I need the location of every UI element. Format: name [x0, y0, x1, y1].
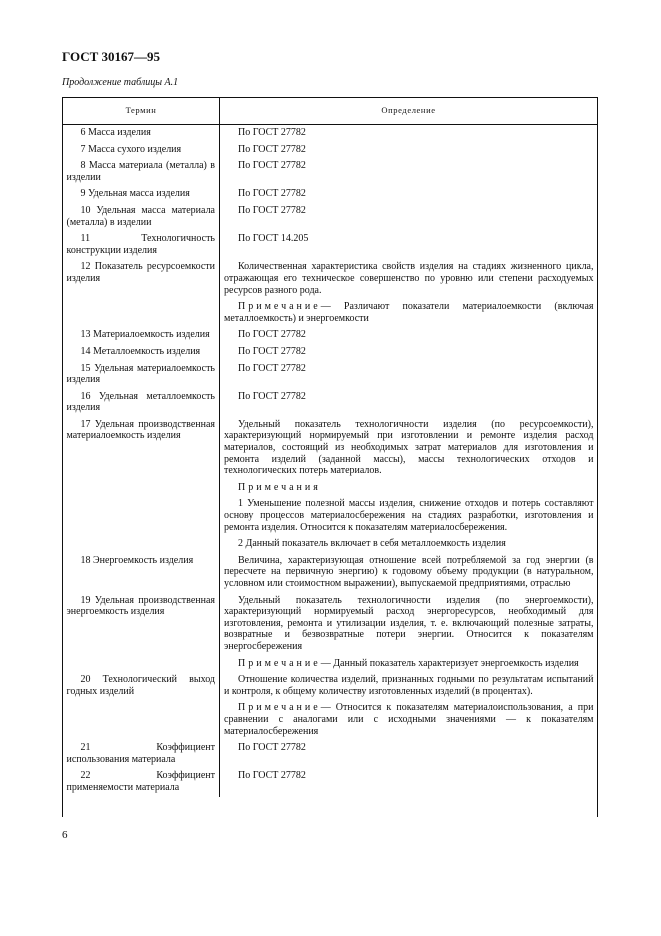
table-row: [63, 593, 598, 656]
table-row: [63, 417, 598, 480]
table-row: [63, 740, 598, 768]
term-text: 14 Металлоемкость изделия: [80, 345, 201, 357]
definition-cell: [220, 142, 598, 159]
definition-body: По ГОСТ 27782: [238, 127, 306, 138]
term-cell: [63, 700, 220, 740]
table-row: [63, 327, 598, 344]
table-row: [63, 361, 598, 389]
definition-cell: [220, 361, 598, 389]
term-cell: [63, 327, 220, 344]
definition-text: [224, 346, 594, 358]
term-text: 17 Удельная производственная материалоемкость изделия: [66, 418, 215, 442]
definition-cell: [220, 344, 598, 361]
table-row: [63, 656, 598, 673]
term-cell: [63, 142, 220, 159]
definition-text: [224, 127, 594, 139]
table-row: [63, 158, 598, 186]
definition-cell: [220, 186, 598, 203]
term-cell: [63, 231, 220, 259]
definition-text: [224, 363, 594, 375]
term-cell: [63, 740, 220, 768]
term-text: 15 Удельная материалоемкость изделия: [66, 362, 215, 386]
table-row: [63, 536, 598, 553]
column-header-term: Термин: [63, 98, 220, 125]
term-cell: [63, 125, 220, 142]
definition-body: Удельный показатель технологичности изделия (по ресурсоемкости), характеризующий нормируемый при изготовлении и ремонте изделия расход материалов, состоящий из необходимых затрат материалов для изготовления и ремонта изделий (заданной массы), массы технологических отходов и технологических потерь материалов.: [224, 418, 594, 477]
table-row: [63, 480, 598, 497]
definition-cell: [220, 203, 598, 231]
definition-text: [224, 482, 594, 494]
table-row: [63, 553, 598, 593]
term-cell: [63, 344, 220, 361]
definition-text: [224, 391, 594, 403]
definition-body: Количественная характеристика свойств изделия на стадиях жизненного цикла, отражающая его техническое совершенство по уровню или степени расходуемых ресурсов разного рода.: [224, 261, 594, 296]
definition-body: Величина, характеризующая отношение всей потребляемой за год энергии (в пересчете на первичную энергию) к годовому объему продукции (в натуральном, условном или стоимостном выражении), выпускаемой предприятиями, отраслью: [224, 554, 594, 589]
definition-cell: [220, 700, 598, 740]
term-text: 18 Энергоемкость изделия: [80, 554, 194, 566]
table-row: [63, 700, 598, 740]
definition-body: 1 Уменьшение полезной массы изделия, снижение отходов и потерь составляют основу процессов материалосбережения на стадиях разработки, изготовления и ремонта изделия. Относится к показателям материалосбережения.: [224, 498, 594, 533]
document-title: ГОСТ 30167—95: [62, 49, 161, 64]
term-text: 8 Масса материала (металла) в изделии: [66, 160, 215, 183]
definition-body: По ГОСТ 27782: [238, 160, 306, 172]
table-row: [63, 299, 598, 327]
table-row: [63, 186, 598, 203]
term-text: 13 Материалоемкость изделия: [80, 329, 210, 341]
definition-cell: [220, 496, 598, 536]
definition-body: По ГОСТ 27782: [238, 345, 306, 357]
term-cell: [63, 259, 220, 299]
table-row: [63, 231, 598, 259]
table-row: [63, 389, 598, 417]
definition-body: По ГОСТ 27782: [238, 188, 306, 200]
term-text: 10 Удельная масса материала (металла) в изделии: [66, 204, 215, 228]
definition-cell: [220, 553, 598, 593]
term-text: 9 Удельная масса изделия: [80, 188, 190, 200]
note-label: Примечание: [238, 301, 321, 313]
definition-body: — Различают показатели материалоемкости (включая металлоемкость) и энергоемкости: [224, 301, 594, 324]
note-label: Примечание: [238, 657, 321, 669]
definition-body: 2 Данный показатель включает в себя металлоемкость изделия: [238, 538, 506, 550]
term-cell: [63, 299, 220, 327]
table-header-row: [63, 98, 598, 125]
definition-cell: [220, 327, 598, 344]
definition-cell: [220, 656, 598, 673]
definition-cell: [220, 231, 598, 259]
definition-text: [224, 595, 594, 653]
table-row: [63, 672, 598, 700]
term-text: 22 Коэффициент применяемости материала: [66, 770, 215, 793]
term-cell: [63, 389, 220, 417]
definition-text: [224, 498, 594, 533]
definition-body: По ГОСТ 14.205: [238, 233, 309, 245]
definition-body: Удельный показатель технологичности изделия (по энергоемкости), характеризующий нормируемый расход энергоресурсов, необходимый для изготовления, ремонта и утилизации изделия, т. е. включающий полезные затраты, возвратные и безвозвратные потери энергии. Относится к показателям энергосбережения: [224, 594, 594, 652]
definition-text: [224, 160, 594, 172]
term-cell: [63, 480, 220, 497]
definition-cell: [220, 740, 598, 768]
table-row: [63, 125, 598, 142]
definition-text: [224, 188, 594, 200]
column-header-definition: Определение: [220, 98, 598, 125]
definition-body: — Относится к показателям материалоиспользования, а при сравнении с аналогами или с исходными значениями — к показателям материалосбережения: [224, 702, 594, 737]
definition-body: По ГОСТ 27782: [238, 143, 306, 155]
definition-body: По ГОСТ 27782: [238, 742, 306, 754]
term-cell: [63, 361, 220, 389]
definition-text: [224, 144, 594, 156]
term-text: 12 Показатель ресурсоемкости изделия: [66, 261, 215, 284]
definition-cell: [220, 417, 598, 480]
definition-cell: [220, 299, 598, 327]
term-cell: [63, 417, 220, 480]
term-cell: [63, 656, 220, 673]
definition-body: По ГОСТ 27782: [238, 204, 306, 216]
note-label: Примечания: [238, 481, 321, 493]
table-row: [63, 142, 598, 159]
definition-body: По ГОСТ 27782: [238, 329, 306, 341]
table-row: [63, 203, 598, 231]
definition-body: — Данный показатель характеризует энергоемкость изделия: [320, 657, 579, 669]
definition-cell: [220, 672, 598, 700]
definition-body: По ГОСТ 27782: [238, 770, 306, 782]
definition-text: [224, 261, 594, 296]
table-row: [63, 344, 598, 361]
definition-text: [224, 555, 594, 590]
definition-text: [224, 205, 594, 217]
term-cell: [63, 672, 220, 700]
definition-cell: [220, 125, 598, 142]
term-text: 21 Коэффициент использования материала: [66, 742, 215, 765]
definition-cell: [220, 389, 598, 417]
term-cell: [63, 593, 220, 656]
definition-cell: [220, 536, 598, 553]
page-number: 6: [62, 829, 68, 841]
definition-text: [224, 770, 594, 782]
definition-text: [224, 538, 594, 550]
definition-text: [224, 742, 594, 754]
definition-cell: [220, 259, 598, 299]
term-cell: [63, 203, 220, 231]
terms-table: [62, 97, 598, 797]
definition-text: [224, 329, 594, 341]
term-text: 7 Масса сухого изделия: [80, 143, 182, 155]
term-text: 11 Технологичность конструкции изделия: [66, 233, 215, 256]
definition-cell: [220, 480, 598, 497]
term-text: 16 Удельная металлоемкость изделия: [66, 390, 215, 414]
definition-text: [224, 419, 594, 477]
definition-text: [224, 658, 594, 670]
definition-text: [224, 301, 594, 324]
term-text: 6 Масса изделия: [80, 127, 151, 138]
definition-cell: [220, 158, 598, 186]
definition-text: [224, 702, 594, 737]
definition-body: По ГОСТ 27782: [238, 362, 306, 374]
definition-cell: [220, 593, 598, 656]
definition-cell: [220, 768, 598, 796]
term-cell: [63, 158, 220, 186]
definition-text: [224, 233, 594, 245]
term-cell: [63, 553, 220, 593]
term-cell: [63, 186, 220, 203]
term-cell: [63, 768, 220, 796]
term-text: 19 Удельная производственная энергоемкость изделия: [66, 594, 215, 618]
table-row: [63, 768, 598, 796]
table-continuation-caption: Продолжение таблицы А.1: [62, 77, 179, 88]
table-row: [63, 259, 598, 299]
term-cell: [63, 496, 220, 536]
term-text: 20 Технологический выход годных изделий: [66, 674, 215, 697]
definition-body: Отношение количества изделий, признанных годными по результатам испытаний и контроля, к общему количеству изготовленных изделий (в процентах).: [224, 674, 594, 697]
definition-body: По ГОСТ 27782: [238, 390, 306, 402]
table-row: [63, 496, 598, 536]
term-cell: [63, 536, 220, 553]
note-label: Примечание: [238, 702, 321, 714]
definition-text: [224, 674, 594, 697]
